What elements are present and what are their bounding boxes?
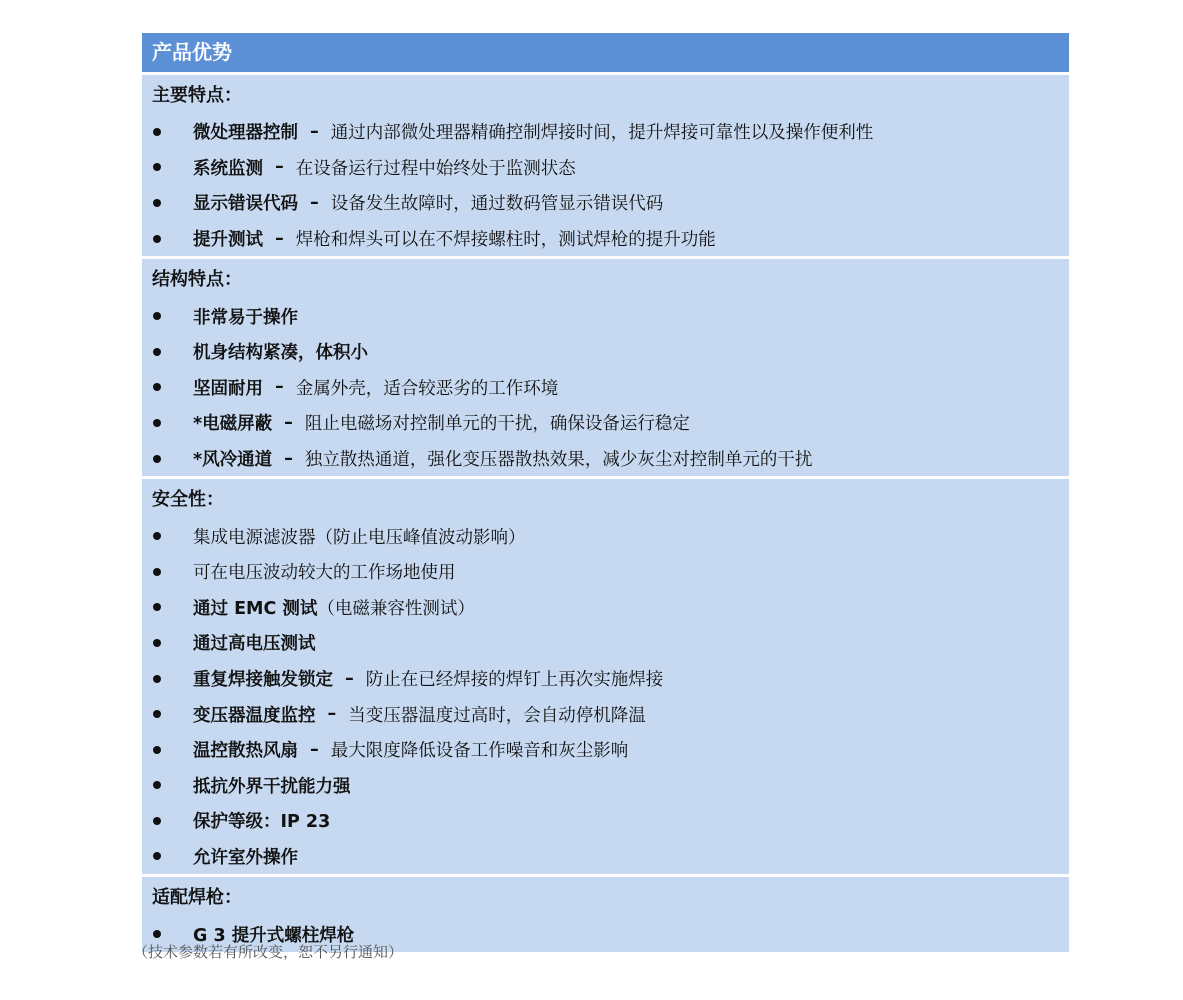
separator-dash: – — [275, 157, 284, 178]
bullet-icon — [153, 781, 161, 789]
footnote: （技术参数若有所改变，恕不另行通知） — [133, 943, 404, 961]
separator-dash: – — [284, 448, 293, 469]
feature-description: 可在电压波动较大的工作场地使用 — [193, 563, 456, 584]
bullet-icon — [153, 128, 161, 136]
section-1 — [142, 75, 1069, 256]
section-2 — [142, 259, 1069, 476]
feature-name: 重复焊接触发锁定 — [193, 670, 333, 691]
feature-name: 提升测试 — [193, 230, 263, 251]
feature-list — [142, 518, 1069, 874]
product-advantages-panel — [142, 33, 1069, 952]
feature-name: 允许室外操作 — [193, 847, 298, 868]
feature-item — [142, 518, 1069, 554]
bullet-icon — [153, 312, 161, 320]
feature-name: 温控散热风扇 — [193, 741, 298, 762]
feature-name: 通过 EMC 测试 — [193, 598, 318, 619]
separator-dash: – — [345, 668, 354, 689]
bullet-icon — [153, 419, 161, 427]
panel-title: 产品优势 — [142, 33, 1069, 72]
feature-description: 防止在已经焊接的焊钉上再次实施焊接 — [365, 670, 664, 691]
bullet-icon — [153, 603, 161, 611]
feature-item — [142, 661, 1069, 697]
section-title: 安全性： — [152, 489, 224, 511]
feature-name: 系统监测 — [193, 158, 263, 179]
bullet-icon — [153, 930, 161, 938]
feature-item — [142, 298, 1069, 334]
bullet-icon — [153, 235, 161, 243]
bullet-icon — [153, 852, 161, 860]
bullet-icon — [153, 455, 161, 463]
feature-name: *电磁屏蔽 — [193, 414, 273, 435]
feature-item — [142, 334, 1069, 370]
bullet-icon — [153, 710, 161, 718]
feature-name: 保护等级：IP 23 — [193, 812, 331, 833]
feature-item — [142, 803, 1069, 839]
feature-item — [142, 768, 1069, 804]
feature-description: 设备发生故障时，通过数码管显示错误代码 — [330, 194, 664, 215]
feature-description: 当变压器温度过高时，会自动停机降温 — [348, 705, 646, 726]
feature-name: 通过高电压测试 — [193, 634, 316, 655]
bullet-icon — [153, 675, 161, 683]
section-title: 适配焊枪： — [152, 887, 242, 909]
sections-container — [142, 75, 1069, 952]
separator-dash: – — [284, 412, 293, 433]
feature-item — [142, 625, 1069, 661]
bullet-icon — [153, 532, 161, 540]
bullet-icon — [153, 568, 161, 576]
section-3 — [142, 479, 1069, 874]
separator-dash: – — [310, 192, 319, 213]
separator-dash: – — [275, 228, 284, 249]
feature-name: G 3 提升式螺柱焊枪 — [193, 925, 355, 946]
feature-description: 金属外壳，适合较恶劣的工作环境 — [295, 378, 559, 399]
feature-description: 阻止电磁场对控制单元的干扰，确保设备运行稳定 — [304, 414, 690, 435]
bullet-icon — [153, 163, 161, 171]
bullet-icon — [153, 199, 161, 207]
bullet-icon — [153, 383, 161, 391]
feature-item — [142, 839, 1069, 875]
feature-list — [142, 298, 1069, 476]
feature-description: 独立散热通道，强化变压器散热效果，减少灰尘对控制单元的干扰 — [304, 450, 813, 471]
feature-item — [142, 441, 1069, 477]
feature-name: 机身结构紧凑，体积小 — [193, 343, 368, 364]
feature-description: 最大限度降低设备工作噪音和灰尘影响 — [330, 741, 629, 762]
feature-name: 非常易于操作 — [193, 307, 298, 328]
feature-description: 通过内部微处理器精确控制焊接时间，提升焊接可靠性以及操作便利性 — [330, 123, 874, 144]
feature-name: 显示错误代码 — [193, 194, 298, 215]
section-title: 结构特点： — [152, 269, 242, 291]
feature-description: 焊枪和焊头可以在不焊接螺柱时，测试焊枪的提升功能 — [295, 230, 716, 251]
feature-description: （电磁兼容性测试） — [317, 598, 475, 619]
bullet-icon — [153, 817, 161, 825]
feature-name: 坚固耐用 — [193, 378, 263, 399]
feature-name: 变压器温度监控 — [193, 705, 316, 726]
feature-item — [142, 590, 1069, 626]
feature-item — [142, 732, 1069, 768]
feature-item — [142, 221, 1069, 257]
feature-item — [142, 150, 1069, 186]
feature-item — [142, 696, 1069, 732]
feature-description: 集成电源滤波器（防止电压峰值波动影响） — [193, 527, 526, 548]
section-title: 主要特点： — [152, 85, 242, 106]
feature-name: *风冷通道 — [193, 450, 273, 471]
feature-name: 微处理器控制 — [193, 123, 298, 144]
bullet-icon — [153, 746, 161, 754]
feature-item — [142, 554, 1069, 590]
bullet-icon — [153, 639, 161, 647]
feature-item — [142, 185, 1069, 221]
separator-dash: – — [327, 704, 337, 725]
feature-item — [142, 114, 1069, 150]
bullet-icon — [153, 348, 161, 356]
separator-dash: – — [275, 377, 284, 398]
feature-list — [142, 114, 1069, 256]
separator-dash: – — [310, 739, 319, 760]
feature-name: 抵抗外界干扰能力强 — [193, 776, 351, 797]
separator-dash: – — [310, 121, 319, 142]
feature-item — [142, 405, 1069, 441]
feature-item — [142, 370, 1069, 406]
feature-description: 在设备运行过程中始终处于监测状态 — [295, 158, 576, 179]
